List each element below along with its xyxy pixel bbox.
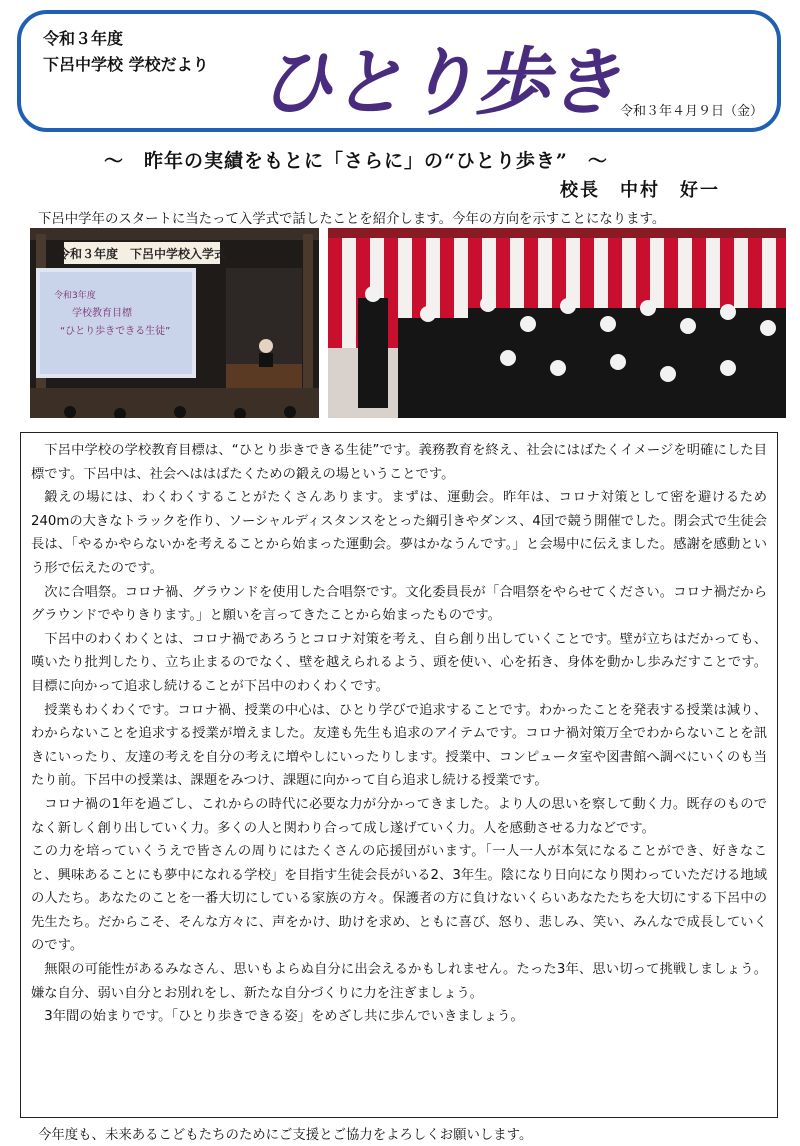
intro-text: 下呂中学年のスタートに当たって入学式で話したことを紹介します。今年の方向を示すことになります。 <box>38 212 666 227</box>
fiscal-year: 令和３年度 <box>43 29 124 48</box>
article-paragraph-8: 無限の可能性があるみなさん、思いもよらぬ自分に出会えるかもしれません。たった3年、思い切って挑戦しましょう。嫌な自分、弱い自分とお別れをし、新たな自分づくりに力を注ぎましょう。 <box>31 962 767 1001</box>
ceremony-stage-photo <box>30 228 319 418</box>
students-ceremony-photo <box>328 228 786 418</box>
masthead-title: ひとり歩き <box>259 40 619 126</box>
article-paragraph-9: 3年間の始まりです。「ひとり歩きできる姿」をめざし共に歩んでいきましょう。 <box>44 1009 524 1025</box>
screen-line3: “ひとり歩きできる生徒” <box>60 326 171 337</box>
school-newsletter-label: 下呂中学校 学校だより <box>43 55 209 74</box>
ceremony-banner: 令和３年度 下呂中学校入学式 <box>57 247 227 261</box>
screen-line2: 学校教育目標 <box>72 308 132 319</box>
screen-line1: 令和3年度 <box>54 291 96 301</box>
article-paragraph-2: 鍛えの場には、わくわくすることがたくさんあります。まずは、運動会。昨年は、コロナ対策として密を避けるため240mの大きなトラックを作り、ソーシャルディスタンスをとった綱引きやダンス、4団で競う開催でした。閉会式で生徒会長は、「やるかやらないかを考えることから始まった運動会。夢はかなうんです。」と会場中に伝えました。感謝を感動という形で伝えたのです。 <box>31 490 767 576</box>
principal-article <box>20 432 778 1118</box>
issue-date: 令和３年４月９日（金） <box>619 104 763 119</box>
article-paragraph-5: 授業もわくわくです。コロナ禍、授業の中心は、ひとり学びで追求することです。わかったことを発表する授業は減り、わからないことを追求する授業が増えました。友達も先生も追求のアイテムです。コロナ禍対策万全でわからないことを訊きにいったり、友達の考えを自分の考えに増やしにいったりします。授業中、コンピュータ室や図書館へ調べにいくのも当たり前。下呂中の授業は、課題をみつけ、課題に向かって自ら追求し続ける授業です。 <box>31 702 767 789</box>
article-paragraph-3: 次に合唱祭。コロナ禍、グラウンドを使用した合唱祭です。文化委員長が「合唱祭をやらせてください。コロナ禍だからグラウンドでやりきります。」と願いを言ってきたことから始まったものです。 <box>31 584 767 624</box>
article-paragraph-6: コロナ禍の1年を過ごし、これからの時代に必要な力が分かってきました。より人の思いを察して動く力。既存のものでなく新しく創り出していく力。多くの人と関わり合って成し遂げていく力。人を感動させる力などです。 <box>31 796 767 836</box>
headline-author: 校長 中村 好一 <box>560 180 720 201</box>
headline-subtitle: ～ 昨年の実績をもとに「さらに」の“ひとり歩き” ～ <box>104 150 608 172</box>
newsletter-header <box>17 10 781 132</box>
article-paragraph-4: 下呂中のわくわくとは、コロナ禍であろうとコロナ対策を考え、自ら創り出していくことです。壁が立ちはだかっても、嘆いたり批判したり、立ち止まるのでなく、壁を越えられるよう、頭を使い、心を拓き、身体を動かし歩みだすことです。目標に向かって追求し続けることが下呂中のわくわくです。 <box>31 631 767 694</box>
article-paragraph-7: この力を培っていくうえで皆さんの周りにはたくさんの応援団がいます。「一人一人が本気になることができ、好きなこと、興味あることにも夢中になれる学校」を目指す生徒会長がいる2、3年生。陰になり日向になり関わっていただける地域の人たち。あなたのことを一番大切にしている家族の方々。保護者の方に負けないくらいあなたたちを大切にする下呂中の先生たち。だからこそ、そんな方々に、声をかけ、助けを求め、ともに喜び、怒り、悲しみ、笑い、みんなで成長していくのです。 <box>31 844 767 954</box>
article-paragraph-1: 下呂中学校の学校教育目標は、“ひとり歩きできる生徒”です。義務教育を終え、社会にはばたくイメージを明確にした目標です。下呂中は、社会へははばたくための鍛えの場ということです。 <box>31 443 767 482</box>
closing-message: 今年度も、未来あるこどもたちのためにご支援とご協力をよろしくお願いします。 <box>38 1128 533 1143</box>
